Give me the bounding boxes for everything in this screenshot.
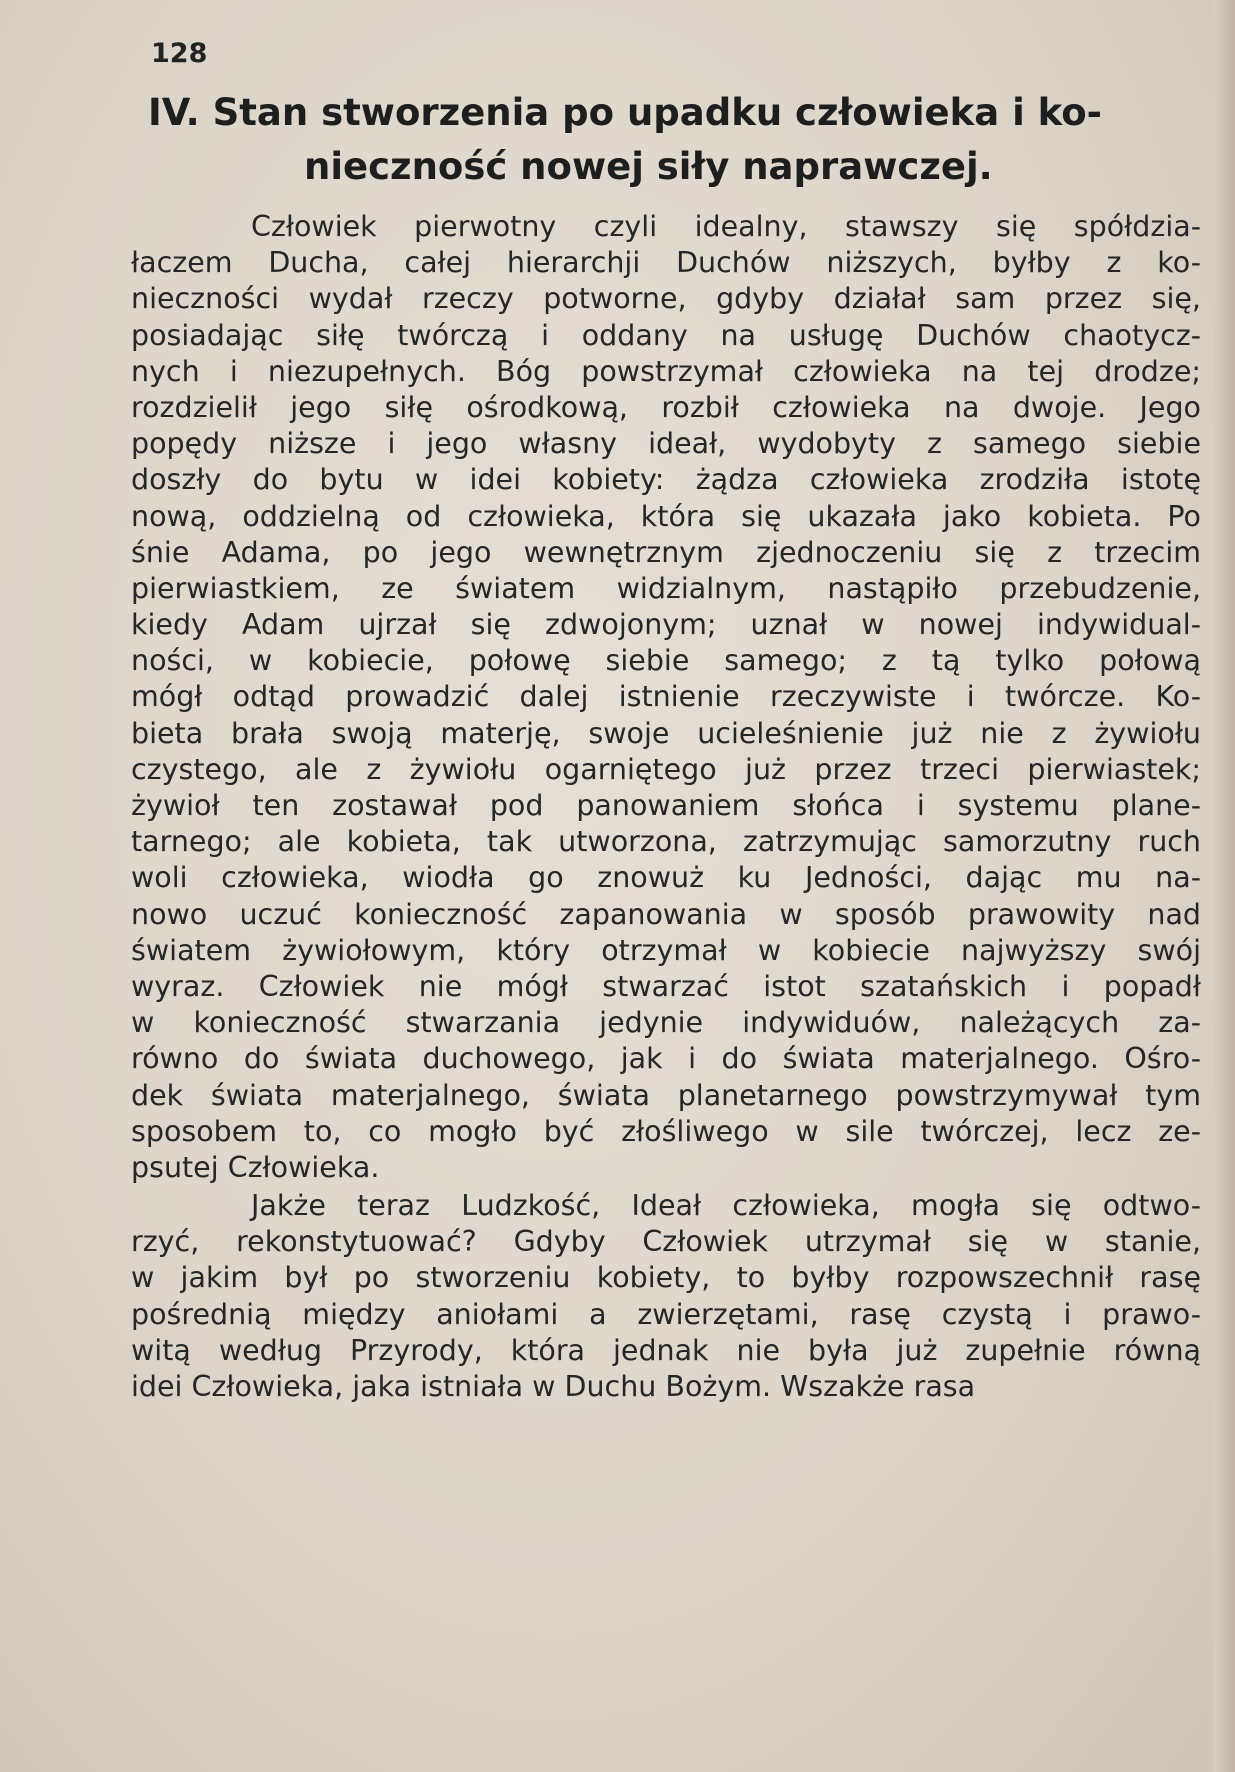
text-line: witą według Przyrody, która jednak nie była już zupełnie równą [131, 1333, 1201, 1367]
text-line: ności, w kobiecie, połowę siebie samego; z tą tylko połową [131, 644, 1201, 678]
text-line: pośrednią między aniołami a zwierzętami, rasę czystą i prawo- [131, 1297, 1201, 1331]
text-line: nych i niezupełnych. Bóg powstrzymał człowieka na tej drodze; [131, 354, 1201, 388]
text-line: Człowiek pierwotny czyli idealny, stawszy się spółdzia- [251, 210, 1201, 243]
paragraph [131, 1188, 1201, 1405]
text-line: idei Człowieka, jaka istniała w Duchu Bożym. Wszakże rasa [131, 1370, 976, 1403]
text-line: doszły do bytu w idei kobiety: żądza człowieka zrodziła istotę [131, 463, 1201, 497]
text-line: pierwiastkiem, ze światem widzialnym, nastąpiło przebudzenie, [131, 571, 1201, 605]
text-line: bieta brała swoją materję, swoje ucieleśnienie już nie z żywiołu [131, 716, 1201, 750]
text-line: popędy niższe i jego własny ideał, wydobyty z samego siebie [131, 427, 1201, 461]
text-line: posiadając siłę twórczą i oddany na usługę Duchów chaotycz- [131, 318, 1201, 352]
text-line: łaczem Ducha, całej hierarchji Duchów niższych, byłby z ko- [131, 246, 1201, 280]
page-number: 128 [151, 38, 208, 69]
text-line: nieczności wydał rzeczy potworne, gdyby działał sam przez się, [131, 282, 1201, 316]
text-line: nową, oddzielną od człowieka, która się ukazała jako kobieta. Po [131, 499, 1201, 533]
chapter-title [148, 86, 1208, 194]
text-line: rzyć, rekonstytuować? Gdyby Człowiek utrzymał się w stanie, [131, 1225, 1201, 1259]
text-line: światem żywiołowym, który otrzymał w kobiecie najwyższy swój [131, 933, 1201, 967]
page-edge-shadow [1213, 0, 1235, 1772]
text-line: wyraz. Człowiek nie mógł stwarzać istot szatańskich i popadł [131, 969, 1201, 1003]
chapter-title-line: nieczność nowej siły naprawczej. [304, 145, 993, 188]
text-line: dek świata materjalnego, świata planetarnego powstrzymywał tym [131, 1078, 1201, 1112]
text-line: śnie Adama, po jego wewnętrznym zjednoczeniu się z trzecim [131, 535, 1201, 569]
text-line: kiedy Adam ujrzał się zdwojonym; uznał w nowej indywidual- [131, 608, 1201, 642]
text-line: żywioł ten zostawał pod panowaniem słońca i systemu plane- [131, 789, 1201, 822]
chapter-title-line: IV. Stan stworzenia po upadku człowieka i ko- [148, 91, 1103, 134]
text-line: czystego, ale z żywiołu ogarniętego już przez trzeci pierwiastek; [131, 752, 1201, 786]
body-text [131, 209, 1201, 1405]
text-line: psutej Człowieka. [131, 1150, 380, 1184]
text-line: nowo uczuć konieczność zapanowania w sposób prawowity nad [131, 897, 1201, 931]
text-line: woli człowieka, wiodła go znowuż ku Jedności, dając mu na- [131, 861, 1201, 895]
paragraph [131, 209, 1201, 1186]
text-line: w jakim był po stworzeniu kobiety, to byłby rozpowszechnił rasę [131, 1261, 1201, 1295]
text-line: rozdzielił jego siłę ośrodkową, rozbił człowieka na dwoje. Jego [131, 390, 1201, 424]
text-line: sposobem to, co mogło być złośliwego w sile twórczej, lecz ze- [131, 1114, 1201, 1148]
text-line: w konieczność stwarzania jedynie indywiduów, należących za- [131, 1006, 1201, 1040]
text-line: równo do świata duchowego, jak i do świata materjalnego. Ośro- [131, 1042, 1201, 1076]
text-line: tarnego; ale kobieta, tak utworzona, zatrzymując samorzutny ruch [131, 825, 1201, 859]
text-line: mógł odtąd prowadzić dalej istnienie rzeczywiste i twórcze. Ko- [131, 680, 1201, 714]
text-line: Jakże teraz Ludzkość, Ideał człowieka, mogła się odtwo- [251, 1189, 1201, 1223]
